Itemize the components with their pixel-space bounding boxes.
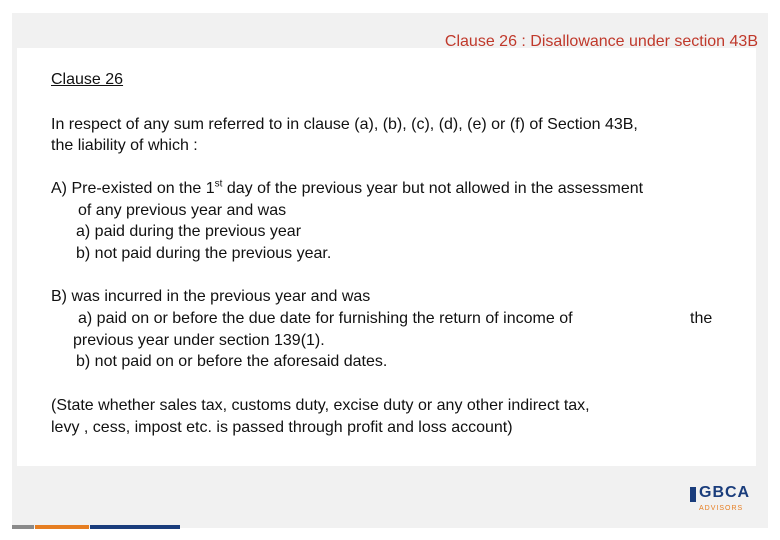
logo-name: GBCA (699, 484, 751, 501)
note-line-2: levy , cess, impost etc. is passed through profit and loss account) (51, 419, 513, 436)
item-b-sub-a-line-2: previous year under section 139(1). (73, 332, 325, 349)
intro-line-2: the liability of which : (51, 137, 198, 154)
item-a-superscript: st (214, 178, 223, 190)
item-a-sub-b: b) not paid during the previous year. (76, 245, 332, 262)
item-a-sub-a: a) paid during the previous year (76, 223, 302, 240)
footer-bar-orange (35, 525, 89, 529)
logo-mark-icon (690, 487, 696, 502)
item-a-line-1 (51, 178, 643, 199)
item-b-line-1: B) was incurred in the previous year and was (51, 288, 371, 305)
note-line-1: (State whether sales tax, customs duty, excise duty or any other indirect tax, (51, 397, 590, 414)
slide-title: Clause 26 : Disallowance under section 43B (444, 33, 758, 50)
logo-tagline: ADVISORS (699, 505, 744, 512)
item-b-sub-a: a) paid on or before the due date for furnishing the return of income of (78, 310, 573, 327)
item-b-sub-b: b) not paid on or before the aforesaid dates. (76, 353, 388, 370)
item-a-line-1-post: day of the previous year but not allowed in the assessment (222, 180, 644, 197)
clause-heading: Clause 26 (51, 71, 124, 88)
item-a-line-2: of any previous year and was (78, 202, 287, 219)
footer-bar-gray (12, 525, 34, 529)
footer-bar-navy (90, 525, 180, 529)
item-a-line-1-pre: A) Pre-existed on the 1 (51, 180, 215, 197)
intro-line-1: In respect of any sum referred to in clause (a), (b), (c), (d), (e) or (f) of Section 43B, (51, 116, 638, 133)
item-b-sub-a-tail: the (690, 310, 713, 327)
company-logo (690, 486, 758, 518)
